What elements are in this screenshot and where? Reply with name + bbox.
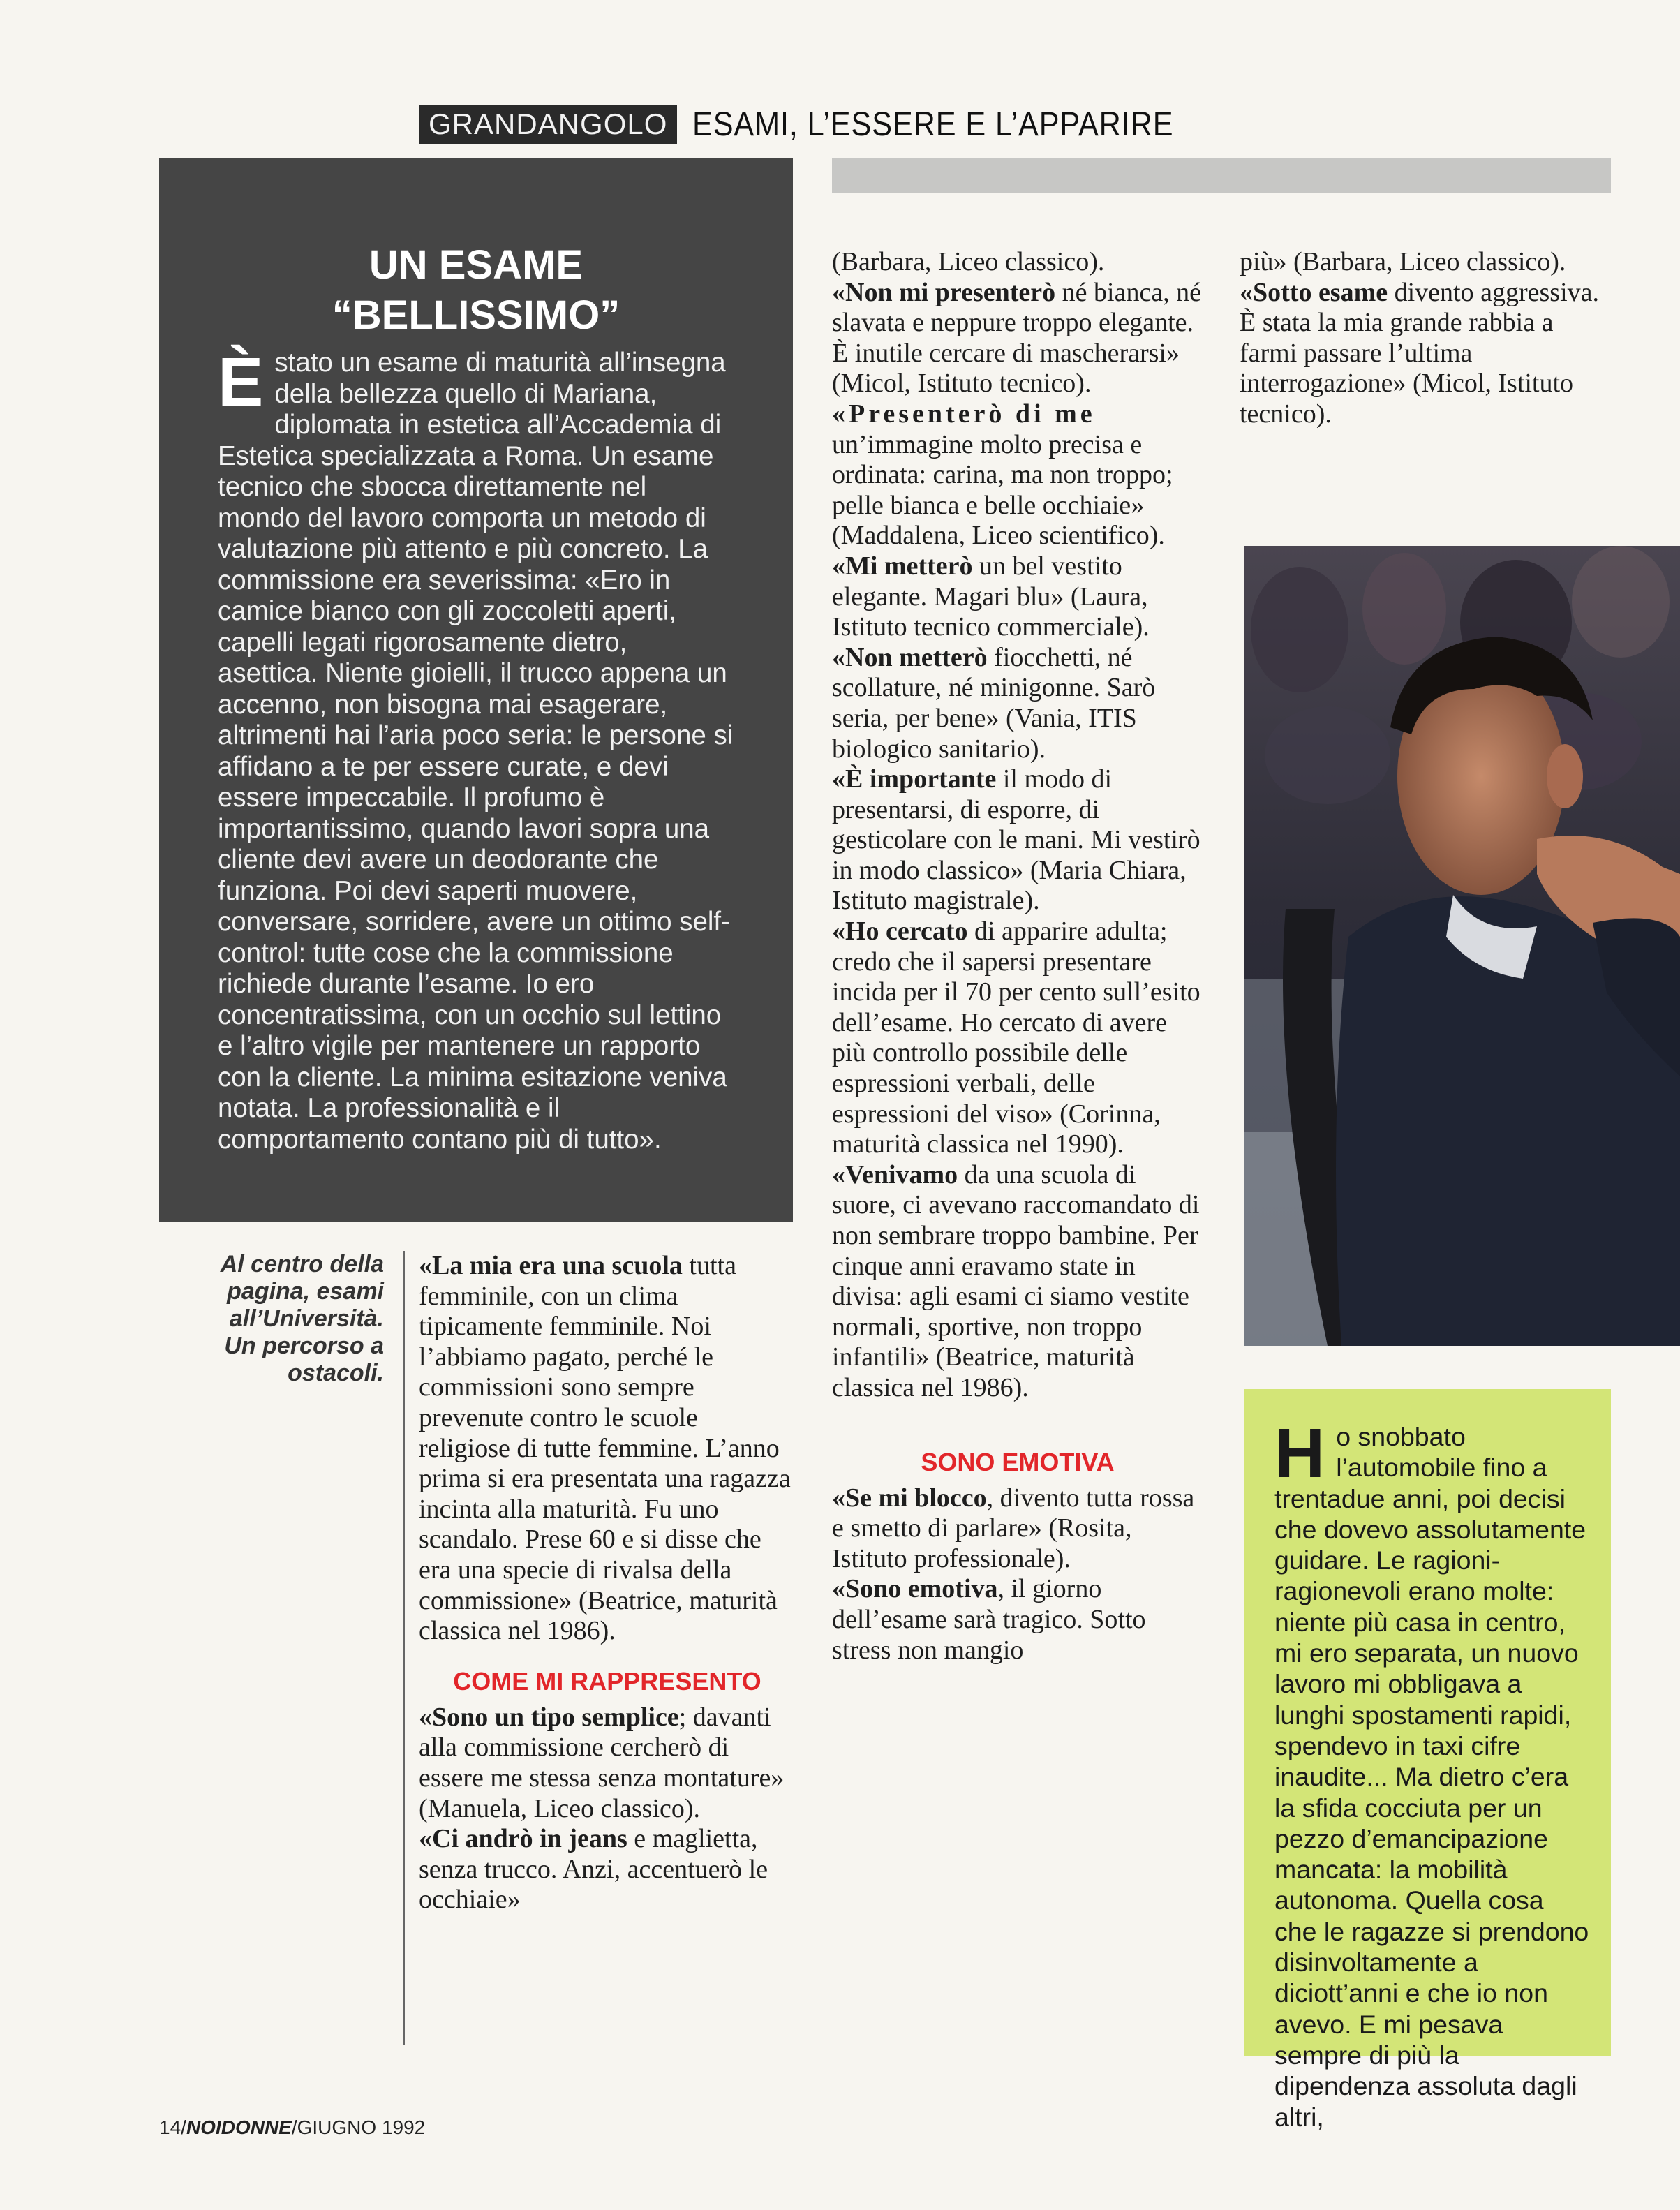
quote-paragraph: «Venivamo da una scuola di suore, ci avevano raccomandato di non sembrare troppo bambine. Per cinque anni eravamo state in divisa: agli esami ci siamo vestite normali, sportive, non troppo infantili» (Beatrice, maturità classica nel 1986). — [832, 1159, 1200, 1402]
quote-paragraph: «Non mi presenterò né bianca, né slavata e neppure troppo elegante. È inutile cercare di mascherarsi» (Micol, Istituto tecnico). — [832, 277, 1202, 399]
sidebar-story-box — [1244, 1389, 1611, 2132]
article-column-1 — [419, 1251, 796, 1915]
green-paragraph: o snobbato l’automobile fino a trentadue anni, poi decisi che dovevo assolutamente guidare. Le ragioni-ragionevoli erano molte: niente più casa in centro, mi ero separata, un nuovo lavoro mi obbligava a lunghi spostamenti rapidi, spendevo in taxi cifre inaudite... Ma dietro c’era la sfida cocciuta per un pezzo d’emancipazione mancata: la mobilità autonoma. Quella cosa che le ragazze si prendono disinvoltamente a diciott’anni e che io non avevo. E mi pesava sempre di più la dipendenza assoluta dagli altri, — [1274, 1422, 1589, 2132]
header-rule-bar — [832, 158, 1611, 193]
green-box-body — [1274, 1414, 1593, 2133]
quote-paragraph: (Barbara, Liceo classico). — [832, 247, 1105, 276]
page-headline: ESAMI, L’ESSERE E L’APPARIRE — [692, 105, 1174, 143]
box-paragraph: stato un esame di maturità all’insegna della bellezza quello di Mariana, diplomata in estetica all’Accademia di Estetica specializzata a Roma. Un esame tecnico che sbocca direttamente nel mondo del lavoro comporta un metodo di valutazione più attento e più concreto. La commissione era severissima: «Ero in camice bianco con gli zoccoletti aperti, capelli legati rigorosamente dietro, asettica. Niente gioielli, il trucco appena un accenno, non bisogna mai esagerare, altrimenti hai l’aria poco seria: le persone si affidano a te per essere curate, e devi essere impeccabile. Il profumo è importantissimo, quando lavori sopra una cliente devi avere un deodorante che funziona. Poi devi saperti muovere, conversare, sorridere, avere un ottimo self-control: tutte cose che la commissione richiede durante l’esame. Io ero concentratissima, con un occhio sul lettino e l’altro vigile per mantenere un rapporto con la cliente. La minima esitazione veniva notata. La professionalità e il comportamento contano più di tutto». — [218, 348, 734, 1155]
quote-paragraph: «Presenterò di me un’immagine molto precisa e ordinata: carina, ma non troppo; pelle bianca e belle occhiaie» (Maddalena, Liceo scientifico). — [832, 399, 1173, 551]
article-column-3 — [1240, 247, 1611, 430]
box-body — [218, 343, 734, 1155]
section-heading-emotiva: SONO EMOTIVA — [921, 1447, 1115, 1476]
exam-photo — [1244, 546, 1680, 1346]
page-footer — [159, 2116, 425, 2139]
article-column-2 — [832, 247, 1203, 1666]
section-kicker: GRANDANGOLO — [419, 105, 677, 144]
quote-paragraph: «Se mi blocco, divento tutta rossa e smetto di parlare» (Rosita, Istituto professionale). — [832, 1483, 1195, 1573]
page-header — [419, 105, 1227, 144]
magazine-name: NOIDONNE — [186, 2116, 292, 2138]
quote-paragraph: «Sono emotiva, il giorno dell’esame sarà tragico. Sotto stress non mangio — [832, 1574, 1146, 1665]
section-heading-rappresento: COME MI RAPPRESENTO — [453, 1666, 761, 1696]
quote-paragraph: «Ci andrò in jeans e maglietta, senza trucco. Anzi, accentuerò le occhiaie» — [419, 1824, 768, 1915]
student-photo-illustration — [1244, 546, 1680, 1346]
column-divider — [403, 1251, 405, 2045]
issue-date: /GIUGNO 1992 — [291, 2116, 426, 2138]
sidebar-box — [159, 158, 793, 1222]
quote-paragraph: «La mia era una scuola tutta femminile, con un clima tipicamente femminile. Noi l’abbiamo pagato, perché le commissioni sono sempre prevenute contro le scuole religiose di tutte femmine. L’anno prima si era presentata una ragazza incinta alla maturità. Fu uno scandalo. Prese 60 e si disse che era una specie di rivalsa della commissione» (Beatrice, maturità classica nel 1986). — [419, 1251, 791, 1646]
box-title-line1: UN ESAME — [369, 242, 583, 288]
quote-paragraph: «Sotto esame divento aggressiva. È stata la mia grande rabbia a farmi passare l’ultima interrogazione» (Micol, Istituto tecnico). — [1240, 277, 1599, 429]
photo-caption: Al centro della pagina, esami all’Università. Un percorso a ostacoli. — [220, 1251, 384, 1386]
page-number: 14/ — [159, 2116, 186, 2138]
box-dropcap: È — [218, 343, 264, 420]
quote-paragraph: «Ho cercato di apparire adulta; credo che il sapersi presentare incida per il 70 per cento sull’esito dell’esame. Ho cercato di avere più controllo possibile delle espressioni verbali, delle espressioni del viso» (Corinna, maturità classica nel 1990). — [832, 917, 1200, 1159]
quote-paragraph: «Non metterò fiocchetti, né scollature, né minigonne. Sarò seria, per bene» (Vania, ITIS biologico sanitario). — [832, 642, 1156, 764]
quote-paragraph: più» (Barbara, Liceo classico). — [1240, 247, 1566, 276]
quote-paragraph: «Sono un tipo semplice; davanti alla commissione cercherò di essere me stessa senza montature» (Manuela, Liceo classico). — [419, 1702, 785, 1823]
box-title — [159, 240, 793, 341]
green-dropcap: H — [1274, 1414, 1325, 1492]
quote-paragraph: «Mi metterò un bel vestito elegante. Magari blu» (Laura, Istituto tecnico commerciale). — [832, 551, 1150, 642]
box-title-line2: “BELLISSIMO” — [332, 292, 620, 338]
quote-paragraph: «È importante il modo di presentarsi, di esporre, di gesticolare con le mani. Mi vestirò in modo classico» (Maria Chiara, Istituto magistrale). — [832, 764, 1200, 916]
